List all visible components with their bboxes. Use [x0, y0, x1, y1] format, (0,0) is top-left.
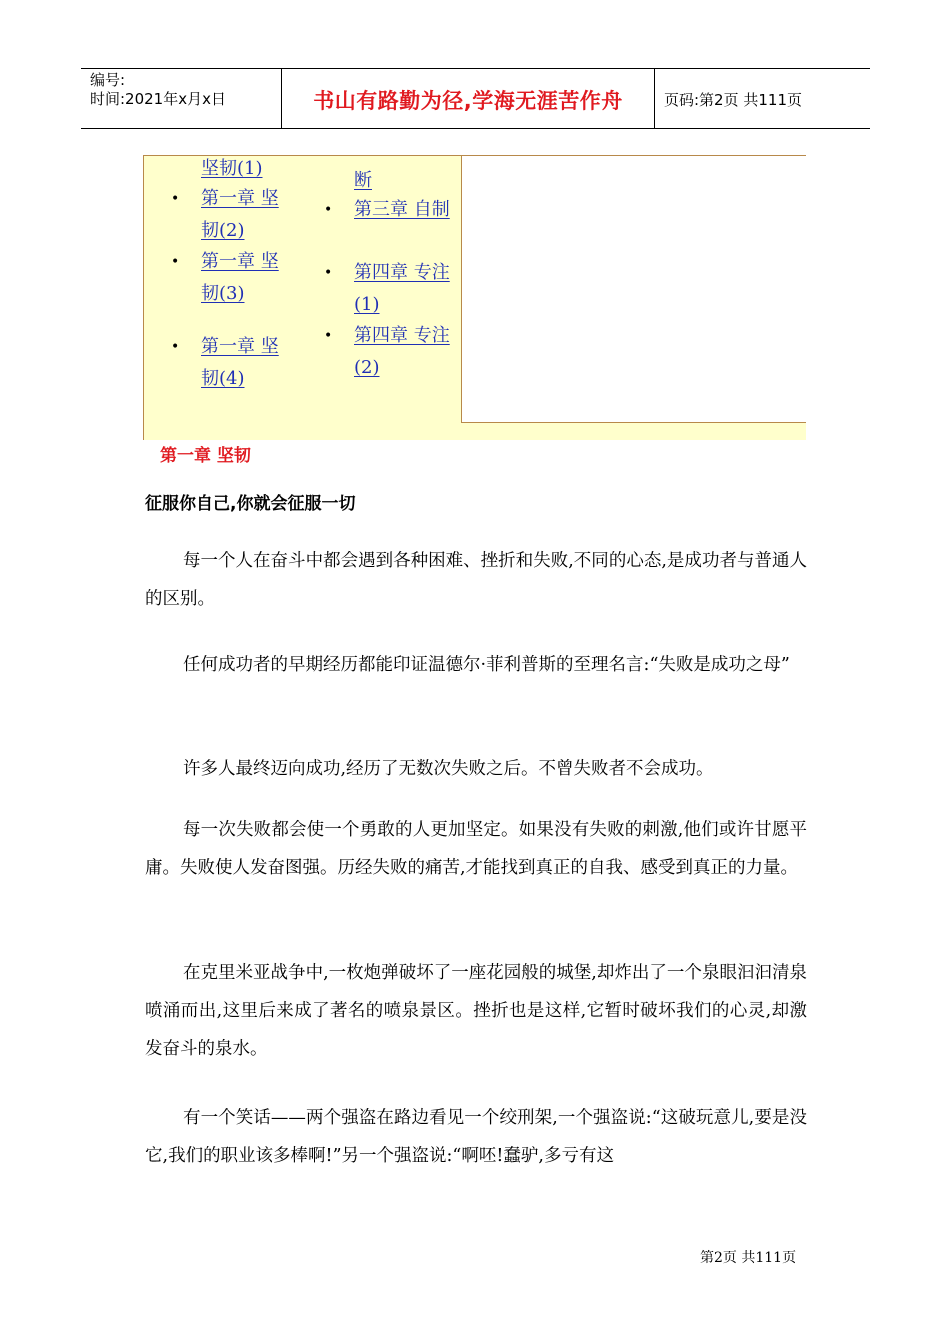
toc-link[interactable]: 第四章 专注(2) [354, 325, 450, 378]
toc-border [143, 155, 461, 156]
toc-border [143, 155, 144, 440]
paragraph: 有一个笑话——两个强盗在路边看见一个绞刑架,一个强盗说:“这破玩意儿,要是没它,我们的职业该多棒啊!”另一个强盗说:“啊呸!蠢驴,多亏有这 [145, 1108, 807, 1166]
chapter-title: 第一章 坚韧 [160, 446, 251, 466]
header-divider [654, 69, 655, 128]
paragraph: 每一次失败都会使一个勇敢的人更加坚定。如果没有失败的刺激,他们或许甘愿平庸。失败使人发奋图强。历经失败的痛苦,才能找到真正的自我、感受到真正的力量。 [145, 820, 807, 878]
bullet: • [171, 254, 180, 270]
paragraph: 任何成功者的早期经历都能印证温德尔·菲利普斯的至理名言:“失败是成功之母” [183, 655, 790, 675]
toc-link[interactable]: 第四章 专注(1) [354, 262, 450, 315]
header-divider [281, 69, 282, 128]
footer-page-info: 第2页 共111页 [700, 1250, 797, 1266]
toc-empty-panel [461, 155, 806, 423]
paragraph: 在克里米亚战争中,一枚炮弹破坏了一座花园般的城堡,却炸出了一个泉眼汩汩清泉喷涌而出,这里后来成了著名的喷泉景区。挫折也是这样,它暂时破坏我们的心灵,却激发奋斗的泉水。 [145, 963, 807, 1059]
bullet: • [171, 339, 180, 355]
bullet: • [324, 328, 333, 344]
time-label: 时间:2021年x月x日 [90, 90, 226, 108]
toc-link[interactable]: 第一章 坚韧(2) [201, 188, 279, 241]
toc-link[interactable]: 第三章 自制 [354, 199, 450, 220]
number-label: 编号: [90, 71, 126, 89]
page-header [81, 68, 870, 129]
toc-link[interactable]: 第一章 坚韧(3) [201, 251, 279, 304]
paragraph: 每一个人在奋斗中都会遇到各种困难、挫折和失败,不同的心态,是成功者与普通人的区别。 [145, 551, 807, 609]
toc-link[interactable]: 断 [354, 170, 372, 191]
header-meta [90, 71, 226, 109]
bullet: • [324, 202, 333, 218]
toc-box [143, 155, 806, 440]
toc-link[interactable]: 坚韧(1) [201, 158, 263, 179]
header-page-info: 页码:第2页 共111页 [664, 91, 802, 109]
section-subtitle: 征服你自己,你就会征服一切 [145, 494, 356, 514]
toc-link[interactable]: 第一章 坚韧(4) [201, 336, 279, 389]
bullet: • [324, 265, 333, 281]
bullet: • [171, 191, 180, 207]
paragraph: 许多人最终迈向成功,经历了无数次失败之后。不曾失败者不会成功。 [183, 759, 714, 779]
header-motto: 书山有路勤为径,学海无涯苦作舟 [313, 89, 623, 113]
